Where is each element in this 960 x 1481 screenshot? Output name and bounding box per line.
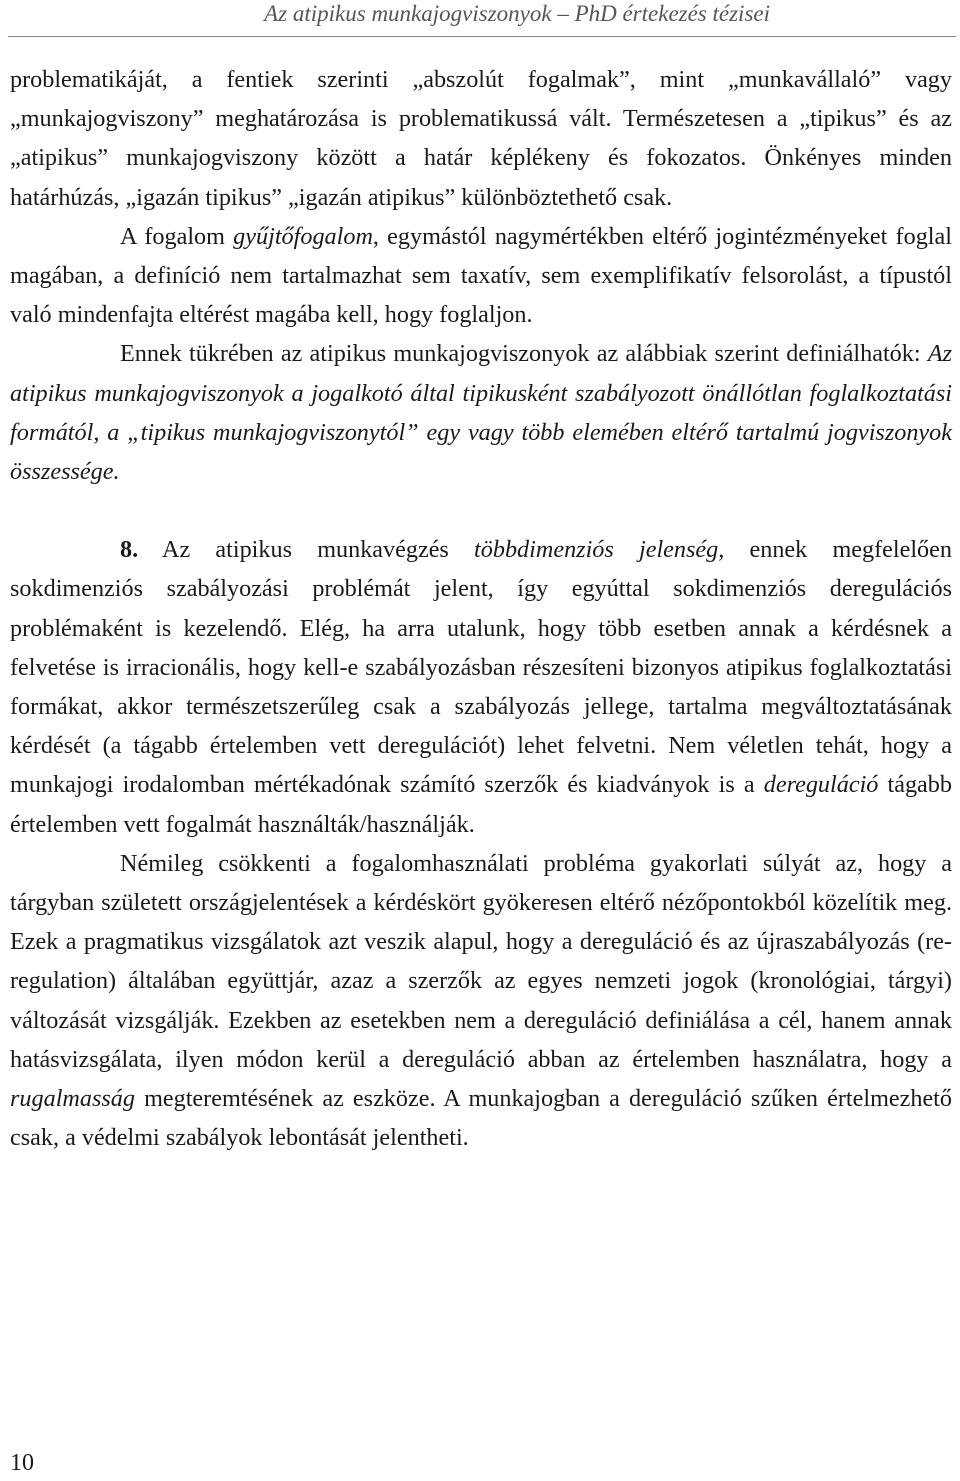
header-title: Az atipikus munkajogviszonyok – PhD értekezés tézisei <box>264 1 770 26</box>
thesis-number: 8. <box>120 536 139 564</box>
p4-text-2: ennek megfelelően sokdimenziós szabályozási problémát jelent, így egyúttal sokdimenziós deregulációs problémaként is kezelendő. Elég, ha arra utalunk, hogy több esetben annak a kérdésnek a felvetése is irracionális, hogy kell-e szabályozásban részesíteni bizonyos atipikus foglalkoztatási formákat, akkor természetszerűleg csak a szabályozás jellege, tartalma megváltoztatásának kérdését (a tágabb értelemben vett deregulációt) lehet felvetni. Nem véletlen tehát, hogy a munkajogi irodalomban mértékadónak számító szerzők és kiadványok is a <box>10 536 952 799</box>
p5-text-2: megteremtésének az eszköze. A munkajogban a dereguláció szűken értelmezhető csak, a védelmi szabályok lebontását jelentheti. <box>10 1085 952 1152</box>
p3-definition: Az atipikus munkajogviszonyok a jogalkotó által tipikusként szabályozott önállótlan foglalkoztatási formától, a „tipikus munkajogviszonytól” egy vagy több elemében eltérő tartalmú jogviszonyok összessége. <box>10 340 952 486</box>
paragraph-4 <box>10 530 952 844</box>
paragraph-1: problematikáját, a fentiek szerinti „abszolút fogalmak”, mint „munkavállaló” vagy „munkajogviszony” meghatározása is problematikussá vált. Természetesen a „tipikus” és az „atipikus” munkajogviszony között a határ képlékeny és fokozatos. Önkényes minden határhúzás, „igazán tipikus” „igazán atipikus” különböztethető csak. <box>10 66 952 211</box>
p4-italic-term-2: dereguláció <box>763 771 879 799</box>
p2-text-1: A fogalom <box>120 222 234 250</box>
paragraph-3 <box>10 334 952 491</box>
paragraph-gap <box>10 491 952 530</box>
p4-text-1: Az atipikus munkavégzés <box>138 536 475 564</box>
page-number: 10 <box>10 1450 34 1476</box>
body-text <box>10 60 952 1157</box>
running-header <box>0 0 960 34</box>
paragraph-5 <box>10 844 952 1158</box>
p3-text-1: Ennek tükrében az atipikus munkajogviszonyok az alábbiak szerint definiálhatók: <box>120 340 928 368</box>
p2-italic-term: gyűjtőfogalom <box>233 222 373 250</box>
p2-text-2: , egymástól nagymértékben eltérő jogintézményeket foglal magában, a definíció nem tartalmazhat sem taxatív, sem exemplifikatív felsorolást, a típustól való mindenfajta eltérést magába kell, hogy foglaljon. <box>10 222 952 329</box>
header-divider <box>8 36 956 37</box>
p4-text-3: tágabb értelemben vett fogalmát használták/használják. <box>10 771 952 838</box>
p4-italic-term-1: többdimenziós jelenség, <box>474 536 725 564</box>
p5-italic-term: rugalmasság <box>10 1085 135 1113</box>
p5-text-1: Némileg csökkenti a fogalomhasználati probléma gyakorlati súlyát az, hogy a tárgyban született országjelentések a kérdéskört gyökeresen eltérő nézőpontokból közelítik meg. Ezek a pragmatikus vizsgálatok azt veszik alapul, hogy a dereguláció és az újraszabályozás (re-regulation) általában együttjár, azaz a szerzők az egyes nemzeti jogok (kronológiai, tárgyi) változását vizsgálják. Ezekben az esetekben nem a dereguláció definiálása a cél, hanem annak hatásvizsgálata, ilyen módon kerül a dereguláció abban az értelemben használatra, hogy a <box>10 849 952 1073</box>
paragraph-2 <box>10 217 952 335</box>
